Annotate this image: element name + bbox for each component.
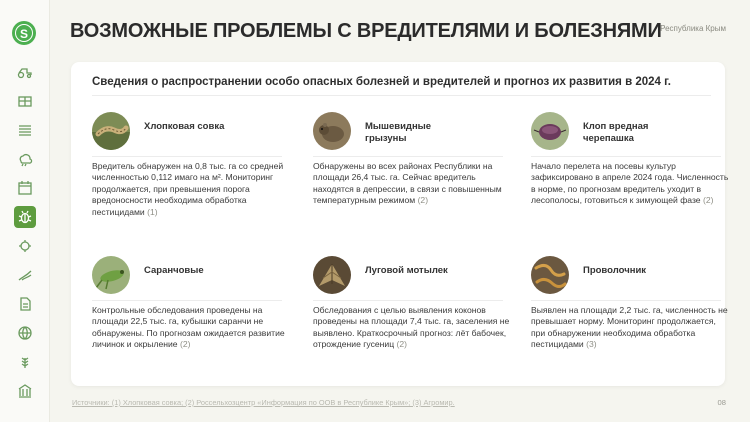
globe-icon[interactable] [15, 323, 35, 343]
rodent-photo [313, 112, 351, 150]
divider [92, 156, 282, 157]
wheat-icon[interactable] [15, 352, 35, 372]
pest-item-locusts [92, 256, 292, 376]
pest-name: Мышевидные грызуны [365, 121, 432, 144]
pest-item-wireworm [531, 256, 731, 376]
region-label: Республика Крым [660, 24, 726, 33]
sources-link[interactable]: Источники: (1) Хлопковая совка; (2) Россельхозцентр «Информация по ООВ в Республике Крым»; (3) Агромир. [72, 398, 455, 407]
crop-icon[interactable] [15, 265, 35, 285]
pest-name: Луговой мотылек [365, 265, 448, 276]
pest-item-rodents [313, 112, 513, 242]
locust-photo [92, 256, 130, 294]
pest-description: Начало перелета на посевы культур зафиксировано в апреле 2024 года. Численность в норме, по прогнозам вредитель уходит в лесополосы, готовиться к зимующей фазе (2) [531, 161, 729, 206]
page-title: ВОЗМОЖНЫЕ ПРОБЛЕМЫ С ВРЕДИТЕЛЯМИ И БОЛЕЗНЯМИ [70, 20, 662, 42]
field-icon[interactable] [15, 120, 35, 140]
divider [531, 156, 721, 157]
divider [531, 300, 721, 301]
pest-info-card [71, 62, 729, 386]
pest-description: Выявлен на площади 2,2 тыс. га, численность не превышает норму. Мониторинг продолжается, при обнаружении необходима обработка пестицидами (3) [531, 305, 728, 350]
calendar-icon[interactable] [15, 178, 35, 198]
wireworm-photo [531, 256, 569, 294]
pest-item-meadow-moth [313, 256, 513, 376]
pest-item-cotton-bollworm [92, 112, 292, 242]
pest-name: Клоп вредная черепашка [583, 121, 649, 144]
divider [313, 300, 503, 301]
page-number: 08 [717, 398, 726, 407]
tractor-icon[interactable] [15, 62, 35, 82]
greenhouse-icon[interactable] [15, 91, 35, 111]
divider [92, 95, 711, 96]
weather-icon[interactable] [15, 149, 35, 169]
pest-item-sunn-pest [531, 112, 731, 242]
divider [92, 300, 282, 301]
meadow-moth-photo [313, 256, 351, 294]
card-title: Сведения о распространении особо опасных болезней и вредителей и прогноз их развития в 2024 г. [92, 76, 671, 88]
document-icon[interactable] [15, 294, 35, 314]
plant-disease-icon[interactable] [15, 236, 35, 256]
pest-description: Вредитель обнаружен на 0,8 тыс. га со средней численностью 0,112 имаго на м². Мониторинг продолжается, при превышения порога вредоносности необходима обработка пестицидами (1) [92, 161, 284, 217]
bug-icon[interactable] [14, 206, 36, 228]
cotton-bollworm-photo [92, 112, 130, 150]
sidebar [0, 0, 50, 422]
pest-name: Хлопковая совка [144, 121, 225, 132]
pest-name: Проволочник [583, 265, 647, 276]
pest-description: Обследования с целью выявления коконов проведены на площади 7,4 тыс. га, заселения не выявлено. Краткосрочный прогноз: лёт бабочек, отрождение гусениц (2) [313, 305, 510, 350]
pest-description: Контрольные обследования проведены на площади 22,5 тыс. га, кубышки саранчи не обнаружены. По прогнозам ожидается развитие личинок и окрыление (2) [92, 305, 285, 350]
divider [313, 156, 503, 157]
pest-name: Саранчовые [144, 265, 204, 276]
sber-logo-icon[interactable]: S [12, 21, 36, 45]
building-icon[interactable] [15, 381, 35, 401]
pest-description: Обнаружены во всех районах Республики на площади 26,4 тыс. га. Сейчас вредитель находятся в депрессии, в связи с повышенным температурным режимом (2) [313, 161, 502, 206]
sunn-pest-photo [531, 112, 569, 150]
